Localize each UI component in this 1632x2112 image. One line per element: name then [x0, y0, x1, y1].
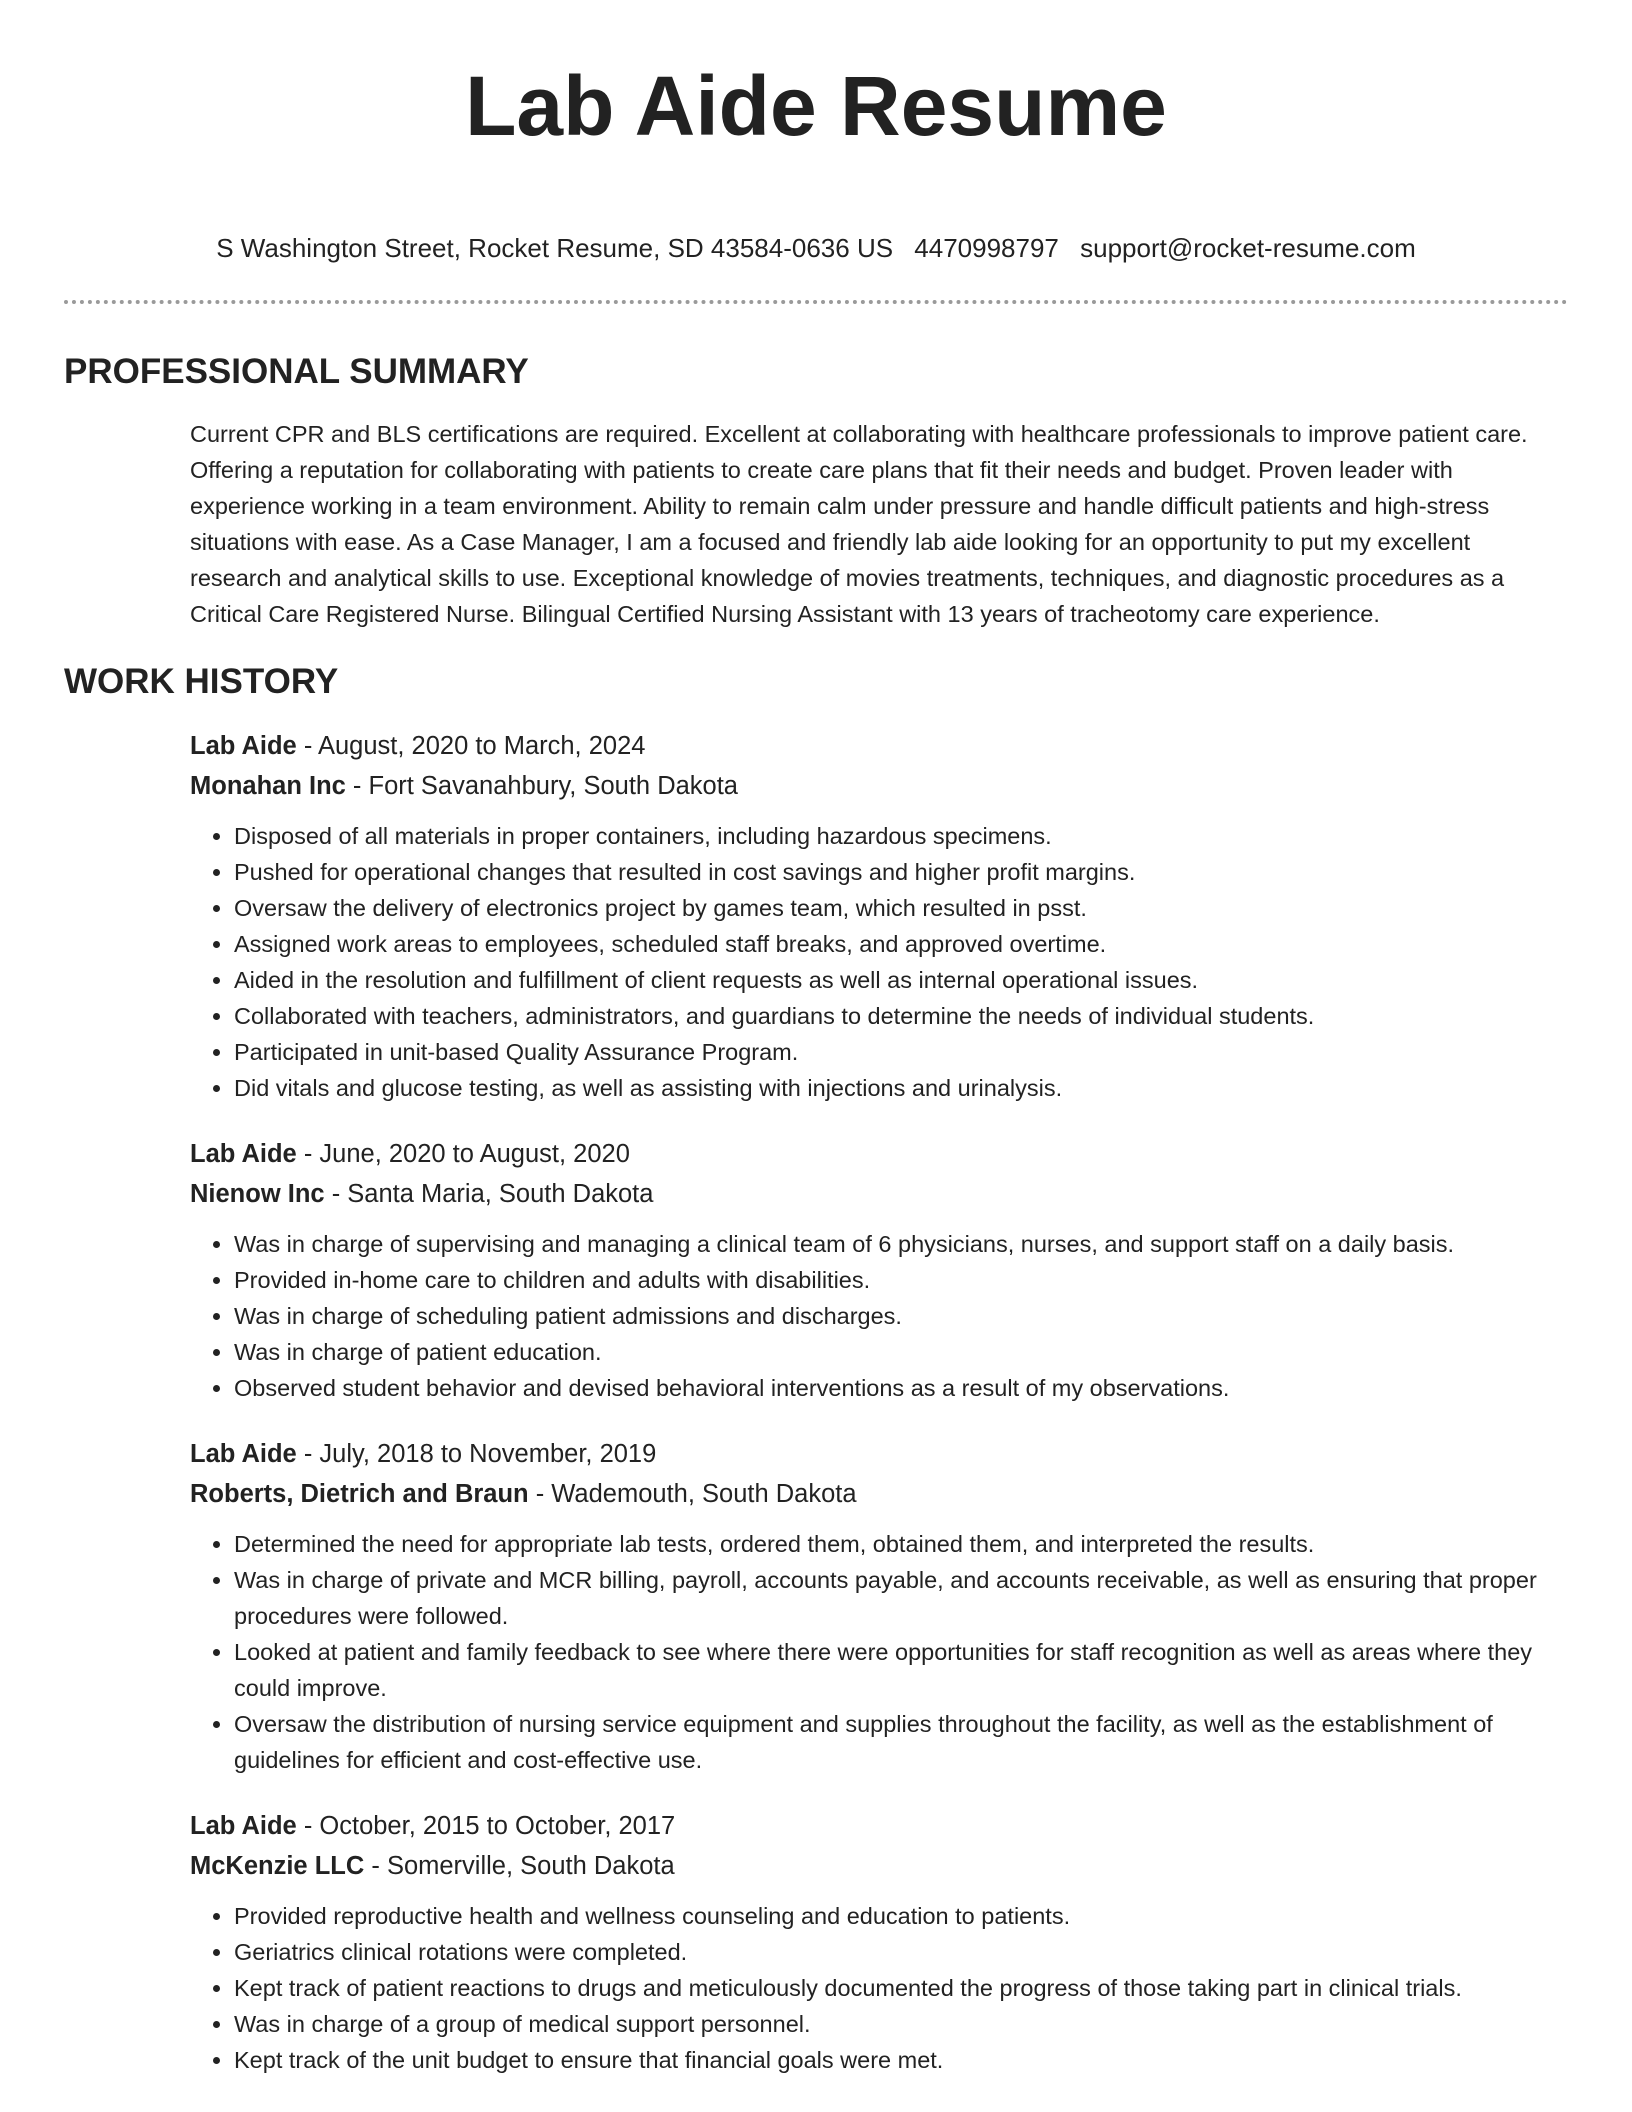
job-location: - Fort Savanahbury, South Dakota	[345, 772, 738, 800]
job-employer-line	[190, 768, 1568, 804]
job-title-line	[190, 1136, 1568, 1172]
job-bullet: • Disposed of all materials in proper containers, including hazardous specimens.	[234, 818, 1568, 854]
job-title-line	[190, 1436, 1568, 1472]
job-entry	[190, 728, 1568, 1106]
job-bullet: • Was in charge of patient education.	[234, 1334, 1568, 1370]
job-employer: Roberts, Dietrich and Braun	[190, 1480, 529, 1508]
job-bullet: • Was in charge of private and MCR billing, payroll, accounts payable, and accounts receivable, as well as ensuring that proper procedures were followed.	[234, 1562, 1568, 1634]
job-bullet: • Looked at patient and family feedback to see where there were opportunities for staff recognition as well as areas where they could improve.	[234, 1634, 1568, 1706]
job-bullets	[190, 1226, 1568, 1406]
job-bullet: • Provided in-home care to children and adults with disabilities.	[234, 1262, 1568, 1298]
job-bullet: • Oversaw the distribution of nursing service equipment and supplies throughout the facility, as well as the establishment of guidelines for efficient and cost-effective use.	[234, 1706, 1568, 1778]
job-employer-line	[190, 1176, 1568, 1212]
resume-title: Lab Aide Resume	[465, 59, 1167, 153]
job-employer: McKenzie LLC	[190, 1852, 365, 1880]
job-title: Lab Aide	[190, 1140, 297, 1168]
contact-email: support@rocket-resume.com	[1080, 233, 1416, 263]
job-bullets	[190, 818, 1568, 1106]
job-dates: - June, 2020 to August, 2020	[296, 1140, 630, 1168]
job-employer: Monahan Inc	[190, 772, 346, 800]
job-bullet: • Was in charge of scheduling patient admissions and discharges.	[234, 1298, 1568, 1334]
job-title-line	[190, 728, 1568, 764]
header-divider	[64, 300, 1568, 304]
job-location: - Wademouth, South Dakota	[528, 1480, 857, 1508]
job-bullet: • Was in charge of supervising and managing a clinical team of 6 physicians, nurses, and support staff on a daily basis.	[234, 1226, 1568, 1262]
job-location: - Santa Maria, South Dakota	[324, 1180, 654, 1208]
job-employer-line	[190, 1476, 1568, 1512]
job-dates: - August, 2020 to March, 2024	[296, 732, 646, 760]
job-title-line	[190, 1808, 1568, 1844]
job-bullet: • Assigned work areas to employees, scheduled staff breaks, and approved overtime.	[234, 926, 1568, 962]
job-entry	[190, 1136, 1568, 1406]
job-entry	[190, 1808, 1568, 2078]
job-bullet: • Oversaw the delivery of electronics project by games team, which resulted in psst.	[234, 890, 1568, 926]
job-employer: Nienow Inc	[190, 1180, 325, 1208]
job-bullet: • Kept track of patient reactions to drugs and meticulously documented the progress of those taking part in clinical trials.	[234, 1970, 1568, 2006]
contact-phone: 4470998797	[914, 233, 1059, 263]
job-dates: - October, 2015 to October, 2017	[296, 1812, 676, 1840]
job-dates: - July, 2018 to November, 2019	[296, 1440, 657, 1468]
contact-address: S Washington Street, Rocket Resume, SD 43584-0636 US	[216, 233, 894, 263]
job-title: Lab Aide	[190, 732, 297, 760]
job-bullet: • Kept track of the unit budget to ensure that financial goals were met.	[234, 2042, 1568, 2078]
contact-line	[64, 232, 1568, 264]
job-bullet: • Participated in unit-based Quality Assurance Program.	[234, 1034, 1568, 1070]
job-bullet: • Observed student behavior and devised behavioral interventions as a result of my observations.	[234, 1370, 1568, 1406]
job-entry	[190, 1436, 1568, 1778]
job-bullet: • Collaborated with teachers, administrators, and guardians to determine the needs of individual students.	[234, 998, 1568, 1034]
job-bullets	[190, 1526, 1568, 1778]
job-bullet: • Determined the need for appropriate lab tests, ordered them, obtained them, and interpreted the results.	[234, 1526, 1568, 1562]
job-bullet: • Aided in the resolution and fulfillment of client requests as well as internal operational issues.	[234, 962, 1568, 998]
job-title: Lab Aide	[190, 1440, 297, 1468]
job-employer-line	[190, 1848, 1568, 1884]
job-bullet: • Did vitals and glucose testing, as well as assisting with injections and urinalysis.	[234, 1070, 1568, 1106]
job-bullets	[190, 1898, 1568, 2078]
work-history-list	[190, 728, 1568, 2078]
job-title: Lab Aide	[190, 1812, 297, 1840]
job-bullet: • Geriatrics clinical rotations were completed.	[234, 1934, 1568, 1970]
job-bullet: • Pushed for operational changes that resulted in cost savings and higher profit margins.	[234, 854, 1568, 890]
job-location: - Somerville, South Dakota	[364, 1852, 675, 1880]
summary-heading: PROFESSIONAL SUMMARY	[64, 352, 529, 391]
work-history-heading: WORK HISTORY	[64, 662, 339, 701]
job-bullet: • Provided reproductive health and wellness counseling and education to patients.	[234, 1898, 1568, 1934]
summary-text: Current CPR and BLS certifications are required. Excellent at collaborating with healthcare professionals to improve patient care. Offering a reputation for collaborating with patients to create care plans that fit their needs and budget. Proven leader with experience working in a team environment. Ability to remain calm under pressure and handle difficult patients and high-stress situations with ease. As a Case Manager, I am a focused and friendly lab aide looking for an opportunity to put my excellent research and analytical skills to use. Exceptional knowledge of movies treatments, techniques, and diagnostic procedures as a Critical Care Registered Nurse. Bilingual Certified Nursing Assistant with 13 years of tracheotomy care experience.	[190, 421, 1528, 627]
job-bullet: • Was in charge of a group of medical support personnel.	[234, 2006, 1568, 2042]
